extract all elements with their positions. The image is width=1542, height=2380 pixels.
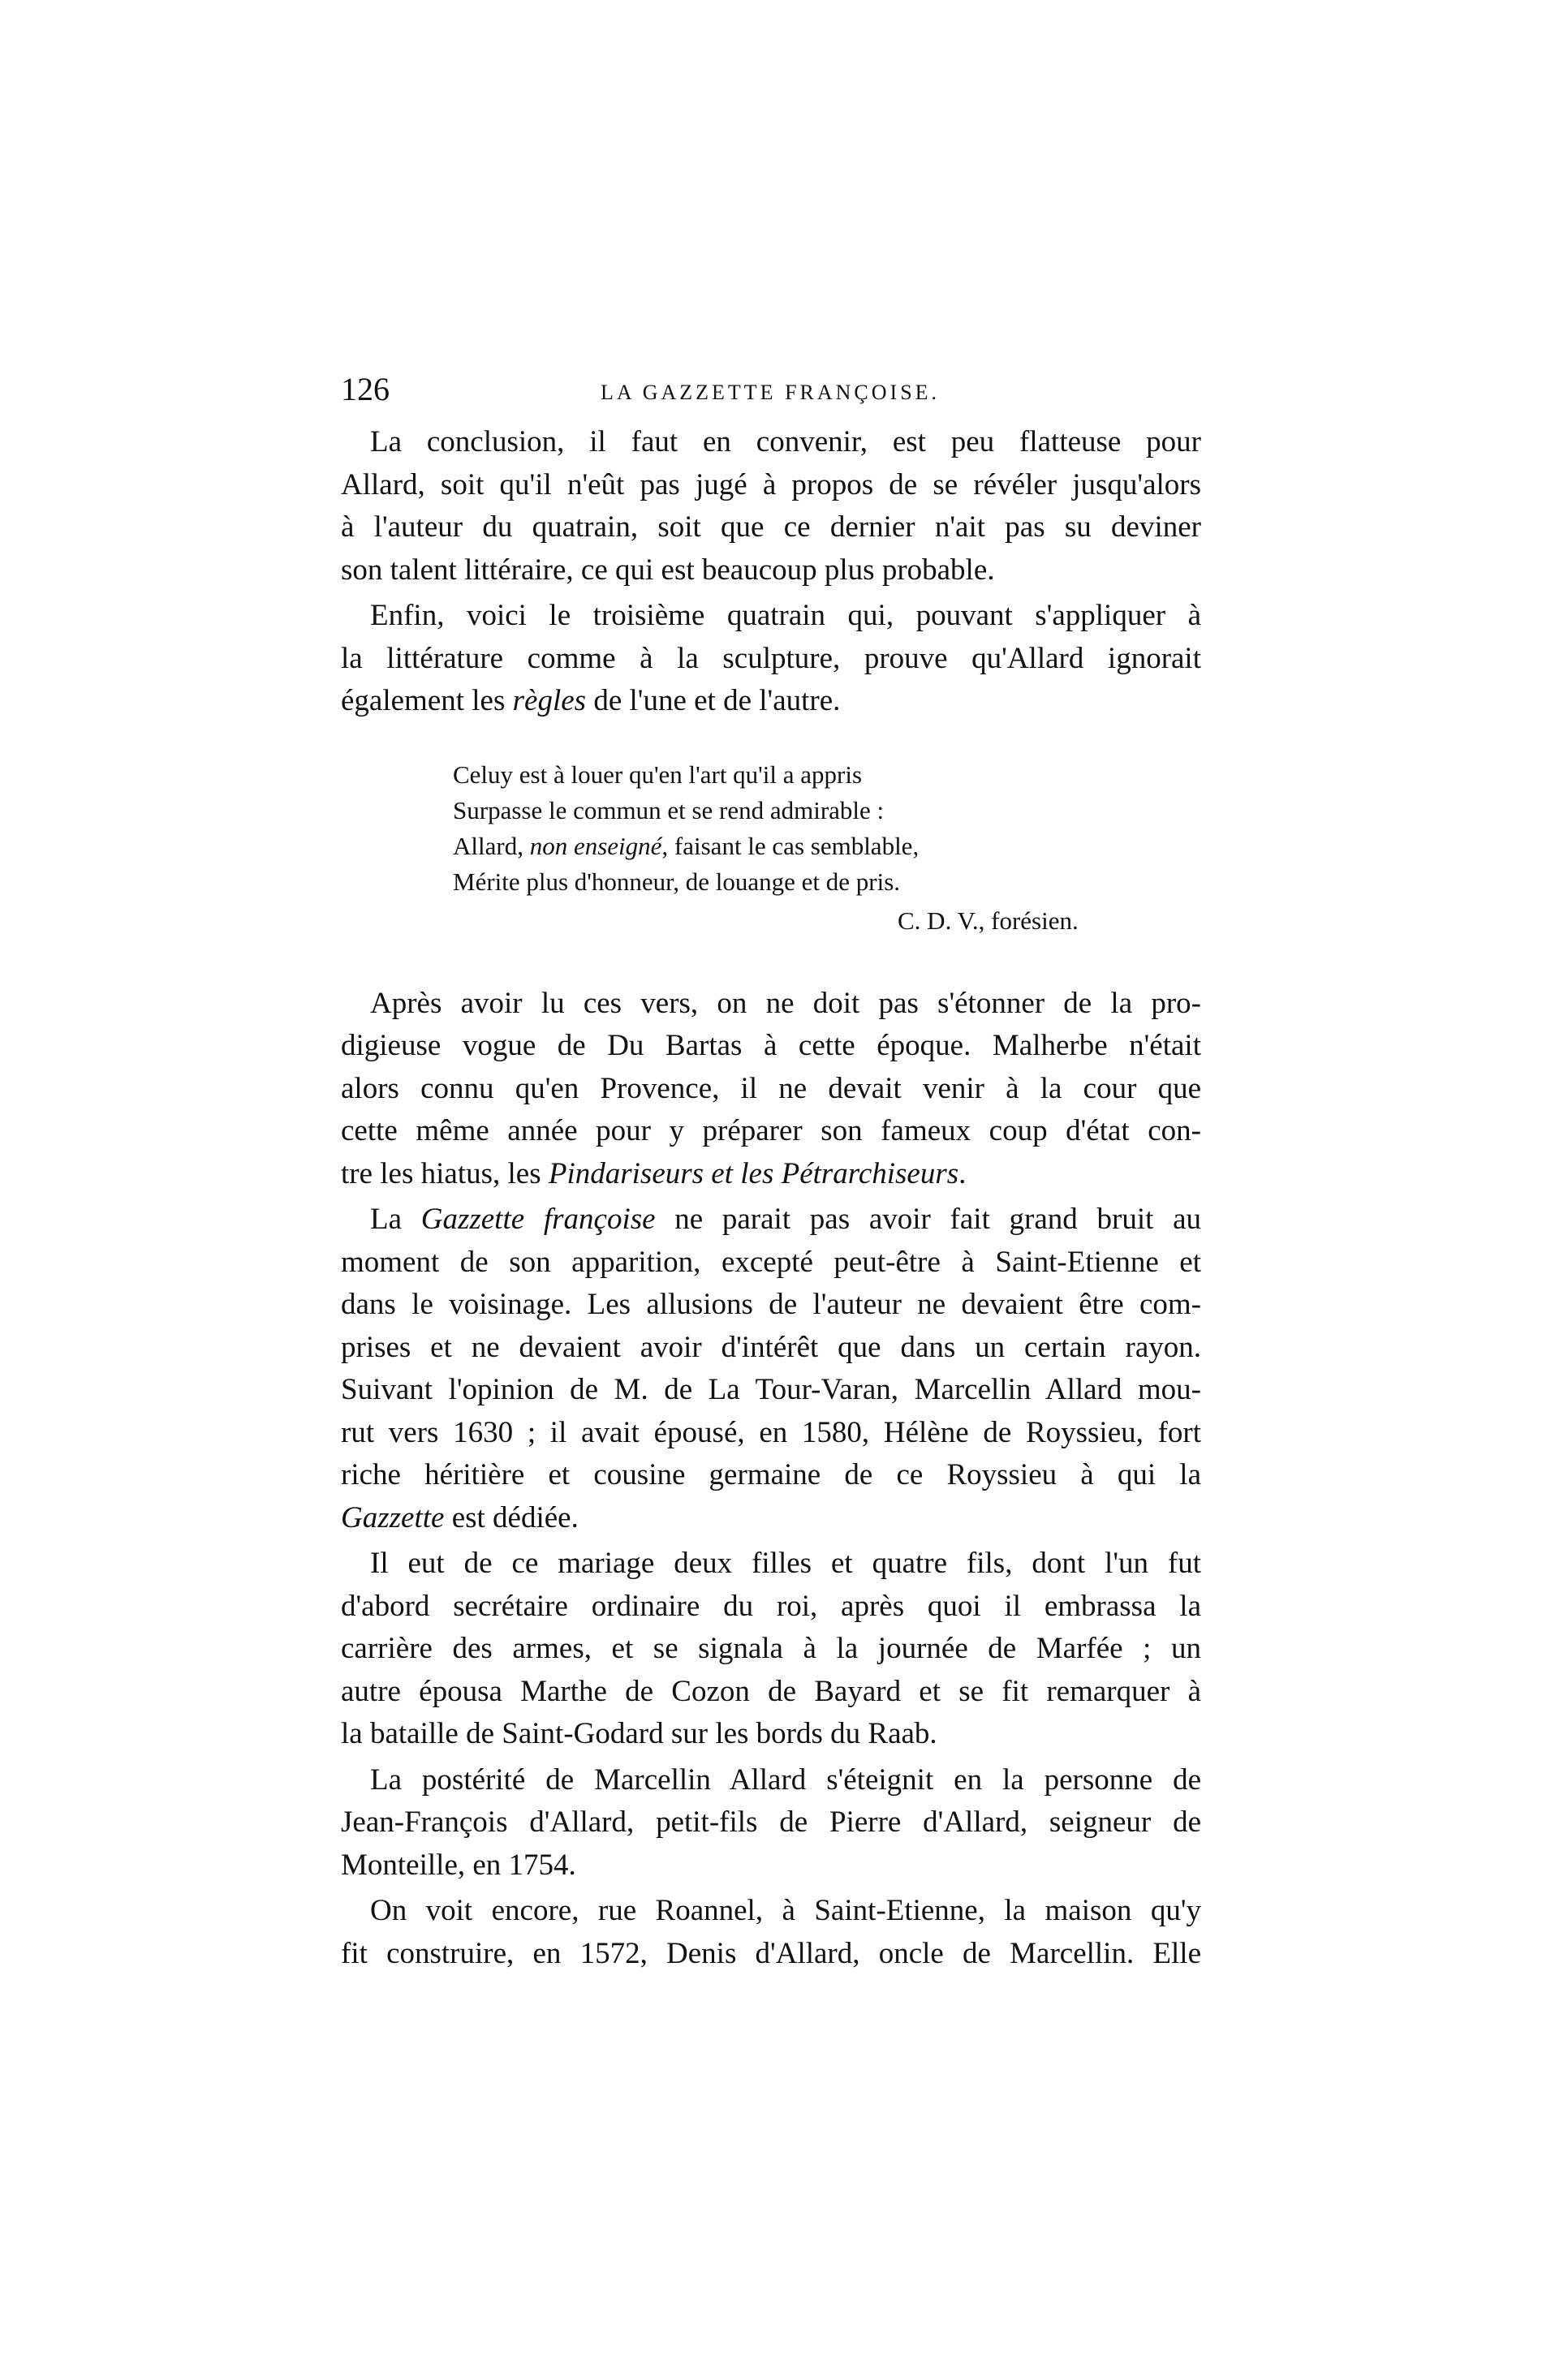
text-line: Après avoir lu ces vers, on ne doit pas s'étonner de la pro- (370, 986, 1201, 1020)
paragraph-1 (341, 421, 1201, 592)
verse-line: Surpasse le commun et se rend admirable : (453, 795, 885, 824)
text-line: digieuse vogue de Du Bartas à cette époque. Malherbe n'était (341, 1029, 1201, 1062)
text-line: Jean-François d'Allard, petit-fils de Pierre d'Allard, seigneur de (341, 1805, 1201, 1839)
page-content (341, 369, 1201, 1978)
page-number: 126 (341, 371, 390, 407)
italic-text: Pindariseurs et les Pétrarchiseurs (548, 1156, 959, 1190)
text-line: On voit encore, rue Roannel, à Saint-Etienne, la maison qu'y (370, 1894, 1201, 1927)
paragraph-3 (341, 983, 1201, 1196)
text-line: riche héritière et cousine germaine de ce Royssieu à qui la (341, 1458, 1201, 1491)
verse-line (453, 828, 1201, 864)
italic-text: Gazzette françoise (420, 1203, 656, 1236)
text-span: , faisant le cas semblable, (661, 831, 920, 860)
text-span: tre les hiatus, les (341, 1156, 549, 1190)
text-line: dans le voisinage. Les allusions de l'auteur ne devaient être com- (341, 1288, 1201, 1321)
text-span: Allard, (453, 831, 530, 860)
running-head (341, 369, 1201, 410)
text-line: prises et ne devaient avoir d'intérêt que dans un certain rayon. (341, 1330, 1201, 1364)
text-line: Il eut de ce mariage deux filles et quatre fils, dont l'un fut (370, 1547, 1201, 1580)
italic-text: non enseigné (529, 831, 662, 860)
text-line (341, 1497, 1201, 1540)
text-line: moment de son apparition, excepté peut-être à Saint-Etienne et (341, 1245, 1201, 1279)
text-line: Monteille, en 1754. (341, 1848, 576, 1882)
text-line: Allard, soit qu'il n'eût pas jugé à propos de se révéler jusqu'alors (341, 467, 1201, 501)
text-line: cette même année pour y préparer son fameux coup d'état con- (341, 1114, 1201, 1147)
verse-line: Mérite plus d'honneur, de louange et de pris. (453, 867, 901, 896)
text-line: la littérature comme à la sculpture, prouve qu'Allard ignorait (341, 641, 1201, 675)
text-line: La conclusion, il faut en convenir, est peu flatteuse pour (370, 425, 1201, 458)
paragraph-4 (341, 1199, 1201, 1539)
paragraph-2 (341, 595, 1201, 723)
text-line: autre épousa Marthe de Cozon de Bayard et se fit remarquer à (341, 1674, 1201, 1708)
quatrain (453, 757, 1201, 900)
text-line: La postérité de Marcellin Allard s'éteignit en la personne de (370, 1762, 1201, 1797)
text-line: carrière des armes, et se signala à la journée de Marfée ; un (341, 1632, 1201, 1665)
paragraph-5 (341, 1543, 1201, 1756)
text-span: ne parait pas avoir fait grand bruit au (655, 1203, 1202, 1236)
text-line: son talent littéraire, ce qui est beaucoup plus probable. (341, 553, 995, 587)
text-span: de l'une et de l'autre. (586, 684, 841, 717)
poem-signature: C. D. V., forésien. (898, 906, 1079, 935)
paragraph-7 (341, 1890, 1201, 1975)
text-span: . (958, 1156, 967, 1190)
text-span: est dédiée. (444, 1500, 579, 1534)
text-line: rut vers 1630 ; il avait épousé, en 1580, Hélène de Royssieu, fort (341, 1415, 1201, 1449)
text-line: la bataille de Saint-Godard sur les bords du Raab. (341, 1717, 937, 1750)
running-title: LA GAZZETTE FRANÇOISE. (601, 381, 941, 404)
text-line: d'abord secrétaire ordinaire du roi, après quoi il embrassa la (341, 1589, 1201, 1623)
text-line: Suivant l'opinion de M. de La Tour-Varan, Marcellin Allard mou- (341, 1373, 1201, 1406)
text-line: fit construire, en 1572, Denis d'Allard, oncle de Marcellin. Elle (341, 1936, 1201, 1970)
paragraph-6 (341, 1759, 1201, 1887)
text-line: alors connu qu'en Provence, il ne devait venir à la cour que (341, 1071, 1201, 1105)
text-line (341, 1153, 1201, 1196)
text-line (341, 1199, 1201, 1242)
text-line: à l'auteur du quatrain, soit que ce dernier n'ait pas su deviner (341, 510, 1201, 544)
verse-line: Celuy est à louer qu'en l'art qu'il a appris (453, 760, 863, 789)
italic-text: Gazzette (341, 1500, 445, 1534)
text-line (341, 680, 1201, 723)
text-span: La (370, 1203, 421, 1236)
text-span: également les (341, 684, 513, 717)
text-line: Enfin, voici le troisième quatrain qui, pouvant s'appliquer à (370, 599, 1201, 632)
italic-text: règles (512, 684, 587, 717)
